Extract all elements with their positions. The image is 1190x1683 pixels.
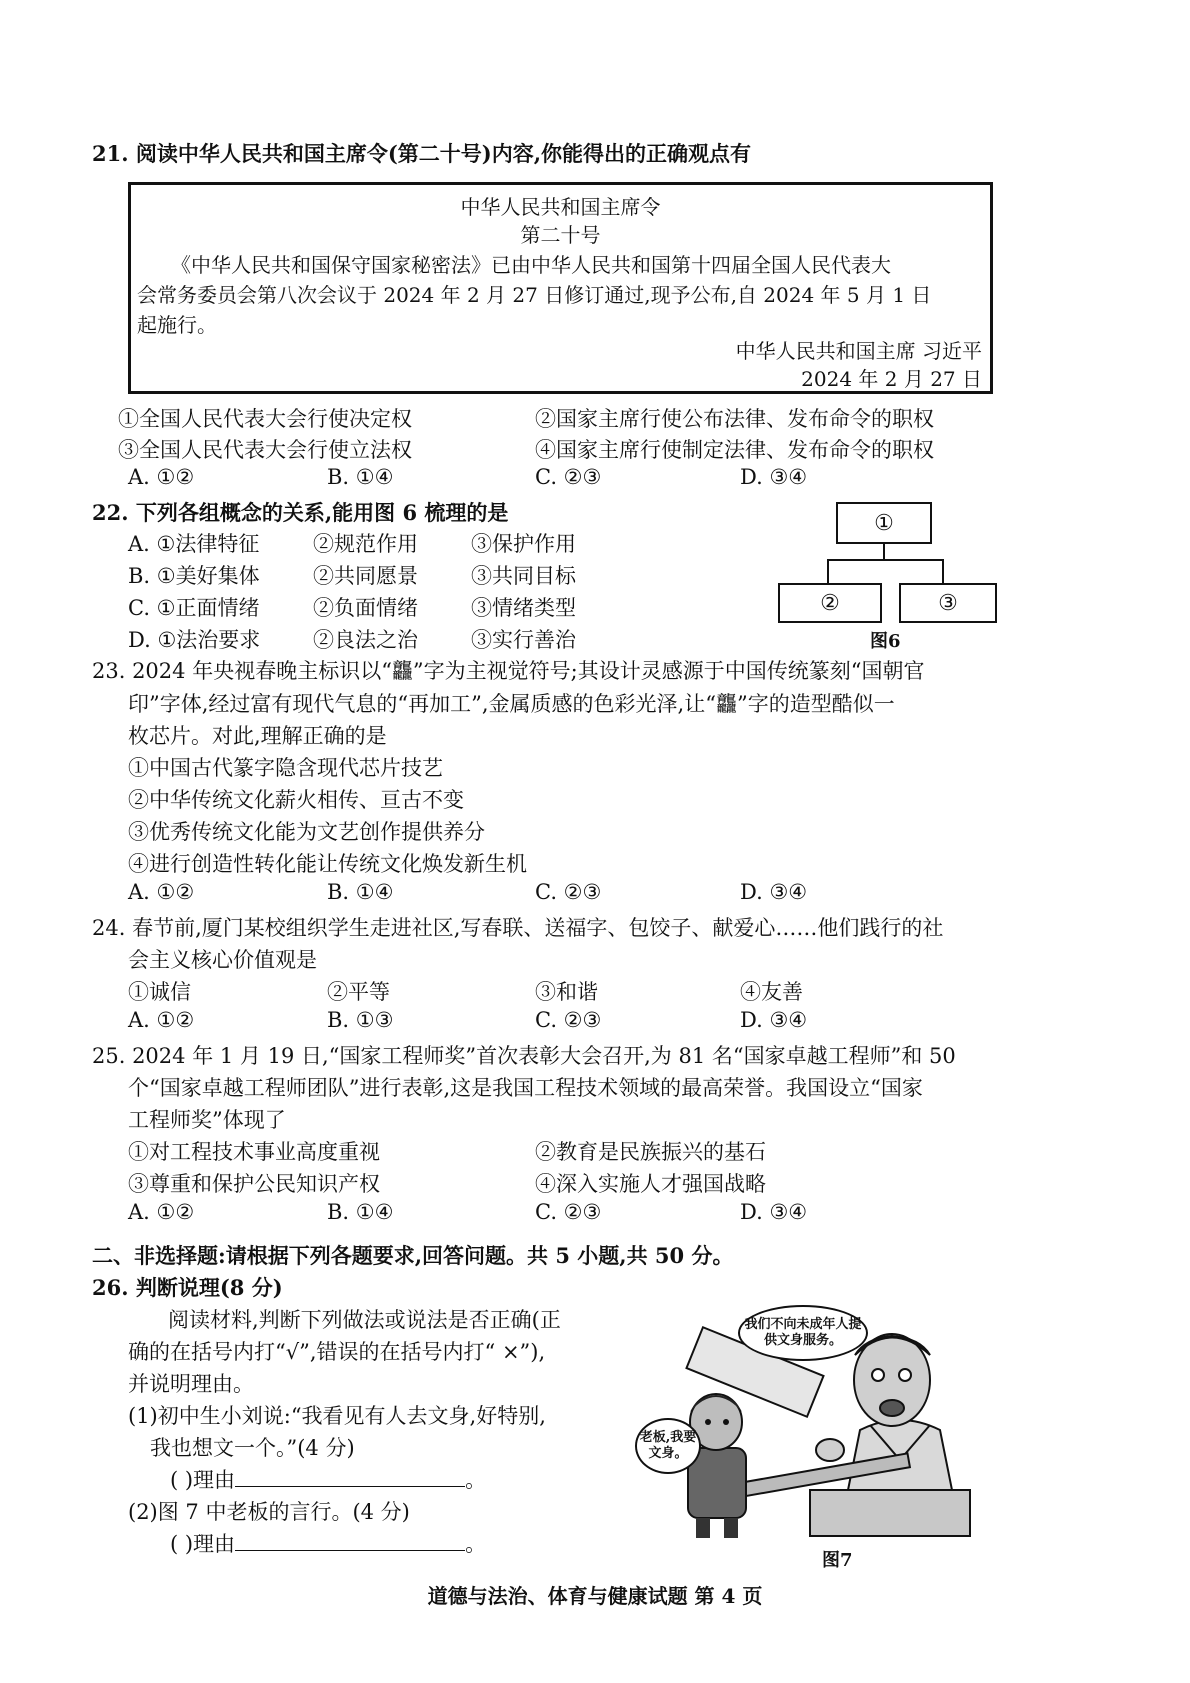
q22-row-d-2: ②良法之治	[313, 628, 418, 652]
q23-opt4: ④进行创造性转化能让传统文化焕发新生机	[128, 852, 527, 876]
q22-row-a-3: ③保护作用	[471, 532, 576, 556]
q22-row-d-1: D. ①法治要求	[128, 628, 261, 652]
q24-opt2: ②平等	[327, 980, 390, 1004]
fig6-node-left: ②	[778, 583, 882, 623]
q21-choice-d: D. ③④	[740, 465, 808, 489]
answer-period: 。	[465, 1532, 487, 1556]
q24-opt4: ④友善	[740, 980, 803, 1004]
q22-row-c-2: ②负面情绪	[313, 596, 418, 620]
decree-date: 2024 年 2 月 27 日	[801, 367, 982, 391]
q24-opt3: ③和谐	[535, 980, 598, 1004]
fig6-connector-right	[942, 559, 944, 583]
answer-period: 。	[465, 1468, 487, 1492]
q25-line3: 工程师奖”体现了	[128, 1108, 286, 1132]
q21-opt3: ③全国人民代表大会行使立法权	[118, 438, 412, 462]
q25-opt4: ④深入实施人才强国战略	[535, 1172, 766, 1196]
q22-row-a-1: A. ①法律特征	[128, 532, 260, 556]
decree-signature: 中华人民共和国主席 习近平	[735, 339, 982, 363]
decree-title: 中华人民共和国主席令	[460, 195, 661, 219]
q23-line2: 印”字体,经过富有现代气息的“再加工”,金属质感的色彩光泽,让“龘”字的造型酷似一	[128, 692, 895, 716]
decree-box	[128, 182, 993, 394]
q25-choice-b: B. ①④	[327, 1200, 394, 1224]
q23-opt1: ①中国古代篆字隐含现代芯片技艺	[128, 756, 443, 780]
q24-choice-d: D. ③④	[740, 1008, 808, 1032]
q21-opt4: ④国家主席行使制定法律、发布命令的职权	[535, 438, 934, 462]
decree-line1: 《中华人民共和国保守国家秘密法》已由中华人民共和国第十四届全国人民代表大	[171, 253, 891, 277]
q24-choice-a: A. ①②	[128, 1008, 195, 1032]
fig6-connector-vertical	[883, 544, 885, 560]
q24-choice-b: B. ①③	[327, 1008, 394, 1032]
q21-choice-b: B. ①④	[327, 465, 394, 489]
q26-item2-answer	[170, 1528, 486, 1558]
answer-blank-1[interactable]	[235, 1468, 465, 1487]
answer-blank-2[interactable]	[235, 1532, 465, 1551]
q23-choice-c: C. ②③	[535, 880, 602, 904]
q23-choice-a: A. ①②	[128, 880, 195, 904]
q25-line1: 25. 2024 年 1 月 19 日,“国家工程师奖”首次表彰大会召开,为 81 名“国家卓越工程师”和 50	[92, 1044, 956, 1068]
q23-line1: 23. 2024 年央视春晚主标识以“龘”字为主视觉符号;其设计灵感源于中国传统篆刻“国朝官	[92, 659, 925, 683]
page-footer: 道德与法治、体育与健康试题 第 4 页	[427, 1584, 763, 1608]
q21-choice-c: C. ②③	[535, 465, 602, 489]
q22-row-b-1: B. ①美好集体	[128, 564, 260, 588]
q21-stem: 21. 阅读中华人民共和国主席令(第二十号)内容,你能得出的正确观点有	[92, 141, 752, 166]
q25-opt3: ③尊重和保护公民知识产权	[128, 1172, 380, 1196]
speech-bubble-boy: 老板,我要文身。	[635, 1418, 701, 1474]
q21-choice-a: A. ①②	[128, 465, 195, 489]
section2-heading: 二、非选择题:请根据下列各题要求,回答问题。共 5 小题,共 50 分。	[92, 1243, 734, 1268]
q21-opt1: ①全国人民代表大会行使决定权	[118, 407, 412, 431]
q25-choice-d: D. ③④	[740, 1200, 808, 1224]
q26-item1-answer	[170, 1464, 486, 1494]
fig7-caption: 图7	[822, 1550, 853, 1571]
q24-line2: 会主义核心价值观是	[128, 948, 317, 972]
q24-opt1: ①诚信	[128, 980, 191, 1004]
q21-opt2: ②国家主席行使公布法律、发布命令的职权	[535, 407, 934, 431]
q22-row-c-3: ③情绪类型	[471, 596, 576, 620]
q26-item1-line2: 我也想文一个。”(4 分)	[150, 1436, 355, 1460]
q22-row-d-3: ③实行善治	[471, 628, 576, 652]
q23-line3: 枚芯片。对此,理解正确的是	[128, 724, 387, 748]
q22-row-b-2: ②共同愿景	[313, 564, 418, 588]
q26-intro3: 并说明理由。	[128, 1372, 254, 1396]
decree-line2: 会常务委员会第八次会议于 2024 年 2 月 27 日修订通过,现予公布,自 2024 年 5 月 1 日	[137, 283, 932, 307]
q23-opt3: ③优秀传统文化能为文艺创作提供养分	[128, 820, 485, 844]
q26-title: 26. 判断说理(8 分)	[92, 1275, 283, 1300]
fig6-connector-left	[827, 559, 829, 583]
speech-bubble-boss: 我们不向未成年人提供文身服务。	[738, 1305, 868, 1361]
fig6-node-top: ①	[836, 502, 932, 544]
q22-stem: 22. 下列各组概念的关系,能用图 6 梳理的是	[92, 500, 509, 525]
q26-intro1: 阅读材料,判断下列做法或说法是否正确(正	[168, 1308, 561, 1332]
q25-line2: 个“国家卓越工程师团队”进行表彰,这是我国工程技术领域的最高荣誉。我国设立“国家	[128, 1076, 923, 1100]
q25-choice-a: A. ①②	[128, 1200, 195, 1224]
q22-row-a-2: ②规范作用	[313, 532, 418, 556]
answer-bracket-label: ( )理由	[170, 1532, 236, 1556]
q23-choice-d: D. ③④	[740, 880, 808, 904]
q23-opt2: ②中华传统文化薪火相传、亘古不变	[128, 788, 464, 812]
fig6-caption: 图6	[870, 631, 901, 652]
q26-intro2: 确的在括号内打“√”,错误的在括号内打“ ×”),	[128, 1340, 546, 1364]
q26-item1-line1: (1)初中生小刘说:“我看见有人去文身,好特别,	[128, 1404, 546, 1428]
fig6-node-right: ③	[899, 583, 997, 623]
q22-row-b-3: ③共同目标	[471, 564, 576, 588]
q26-item2: (2)图 7 中老板的言行。(4 分)	[128, 1500, 410, 1524]
answer-bracket-label: ( )理由	[170, 1468, 236, 1492]
q24-line1: 24. 春节前,厦门某校组织学生走进社区,写春联、送福字、包饺子、献爱心……他们践行的社	[92, 916, 944, 940]
q22-row-c-1: C. ①正面情绪	[128, 596, 260, 620]
decree-line3: 起施行。	[137, 313, 217, 337]
q25-choice-c: C. ②③	[535, 1200, 602, 1224]
fig6-connector-horizontal	[827, 559, 944, 561]
q25-opt1: ①对工程技术事业高度重视	[128, 1140, 380, 1164]
q24-choice-c: C. ②③	[535, 1008, 602, 1032]
decree-number: 第二十号	[520, 223, 601, 247]
q25-opt2: ②教育是民族振兴的基石	[535, 1140, 766, 1164]
q23-choice-b: B. ①④	[327, 880, 394, 904]
